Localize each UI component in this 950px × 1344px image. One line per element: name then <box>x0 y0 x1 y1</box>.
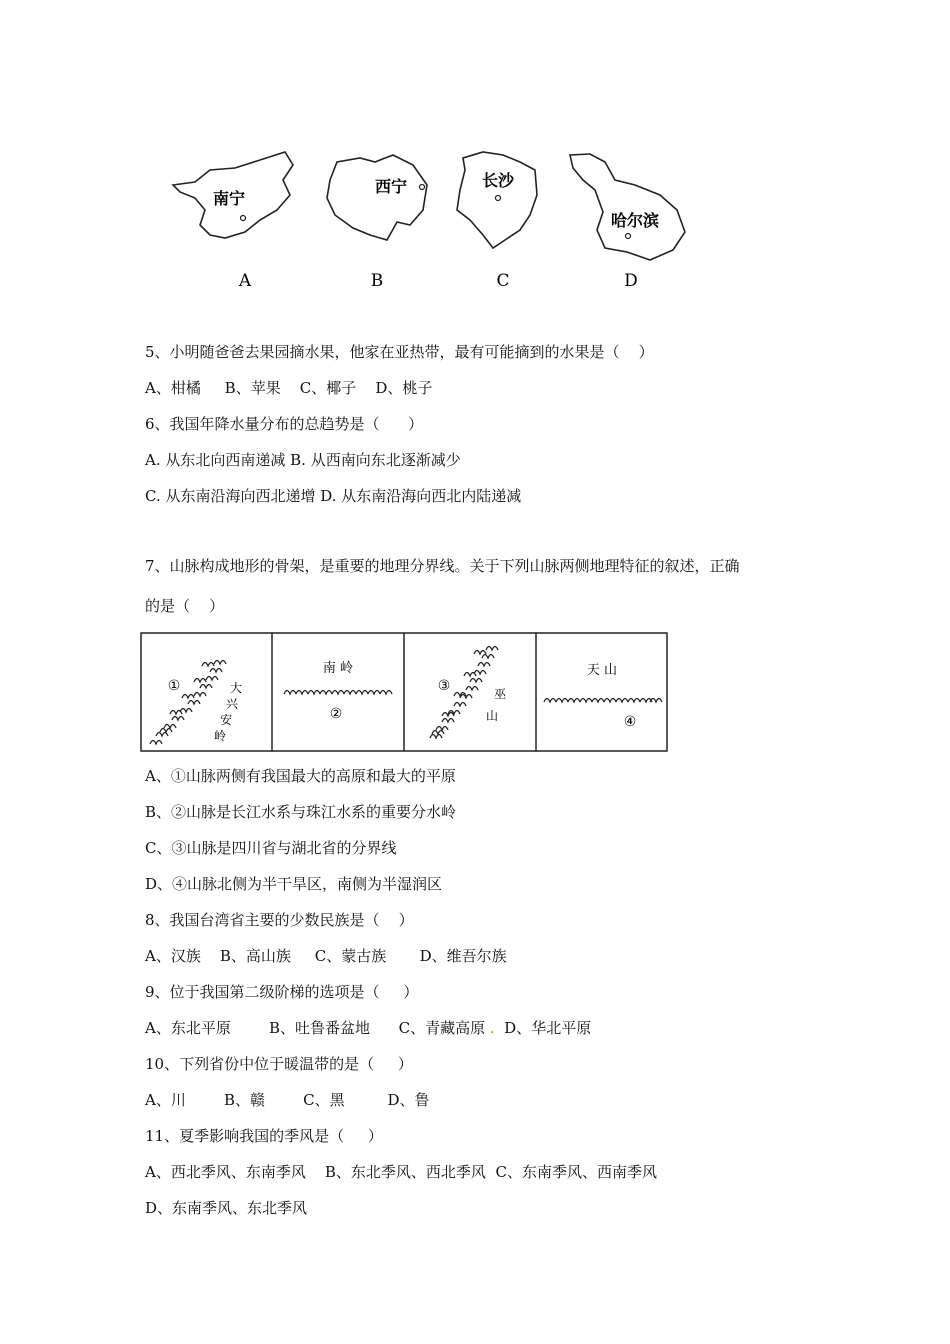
province-map-a-city: 南宁 <box>212 189 246 208</box>
question-11-options-line1: A、西北季风、东南季风 B、东北季风、西北季风 C、东南季风、西南季风 <box>145 1163 657 1181</box>
province-map-d-letter: D <box>624 271 638 291</box>
question-6-options-line2: C. 从东南沿海向西北递增 D. 从东南沿海向西北内陆递减 <box>145 487 522 505</box>
mountain-ranges-figure <box>140 632 670 754</box>
province-map-d <box>570 154 685 291</box>
mountain-panel-2-name: 南 岭 <box>322 661 354 676</box>
province-map-b <box>327 155 427 291</box>
mountain-panel-3 <box>430 647 506 739</box>
question-10-stem: 10、下列省份中位于暖温带的是（ ） <box>145 1055 413 1073</box>
question-7-stem-line2: 的是（ ） <box>145 597 225 615</box>
province-map-b-city: 西宁 <box>374 177 408 196</box>
mountain-panel-1-name-char-1: 大 <box>229 681 243 695</box>
mountain-panel-1-name-char-3: 安 <box>219 713 233 727</box>
question-7-option-d: D、④山脉北侧为半干旱区，南侧为半湿润区 <box>145 875 443 893</box>
mountain-panel-1-name-char-2: 兴 <box>225 697 239 711</box>
mountain-panel-1 <box>150 661 242 745</box>
province-map-b-letter: B <box>370 271 384 291</box>
province-maps-figure <box>165 140 705 300</box>
question-9-dot: . <box>489 1019 495 1037</box>
question-6-options-line1: A. 从东北向西南递减 B. 从西南向东北逐渐减少 <box>145 451 461 469</box>
province-map-a <box>173 152 293 291</box>
question-5-stem: 5、小明随爸爸去果园摘水果，他家在亚热带，最有可能摘到的水果是（ ） <box>145 343 654 361</box>
province-map-c <box>457 152 537 291</box>
province-map-c-city: 长沙 <box>481 171 515 190</box>
question-9-options-part1: A、东北平原 B、吐鲁番盆地 C、青藏高原 <box>145 1019 490 1037</box>
question-10-options: A、川 B、赣 C、黑 D、鲁 <box>145 1091 430 1109</box>
province-map-a-letter: A <box>238 271 252 291</box>
question-7-stem-line1: 7、山脉构成地形的骨架，是重要的地理分界线。关于下列山脉两侧地理特征的叙述，正确 <box>145 557 740 575</box>
question-9-options <box>145 1018 591 1038</box>
question-11-stem: 11、夏季影响我国的季风是（ ） <box>145 1127 383 1145</box>
question-7-option-c: C、③山脉是四川省与湖北省的分界线 <box>145 839 397 857</box>
question-9-stem: 9、位于我国第二级阶梯的选项是（ ） <box>145 983 419 1001</box>
mountain-panel-2-number: ② <box>329 706 343 722</box>
question-8-stem: 8、我国台湾省主要的少数民族是（ ） <box>145 911 414 929</box>
province-map-c-letter: C <box>496 271 510 291</box>
question-5-options: A、柑橘 B、苹果 C、椰子 D、桃子 <box>145 379 433 397</box>
mountain-panel-3-name-char-1: 巫 <box>493 687 507 701</box>
question-11-options-line2: D、东南季风、东北季风 <box>145 1199 308 1217</box>
mountain-panel-1-name-char-4: 岭 <box>213 729 227 743</box>
mountain-panel-3-number: ③ <box>437 678 451 694</box>
mountain-panel-4-number: ④ <box>623 714 637 730</box>
question-7-option-b: B、②山脉是长江水系与珠江水系的重要分水岭 <box>145 803 457 821</box>
mountain-panel-2 <box>284 660 392 722</box>
question-6-stem: 6、我国年降水量分布的总趋势是（ ） <box>145 415 424 433</box>
province-map-d-city: 哈尔滨 <box>610 211 660 230</box>
question-7-option-a: A、①山脉两侧有我国最大的高原和最大的平原 <box>145 767 456 785</box>
question-8-options: A、汉族 B、高山族 C、蒙古族 D、维吾尔族 <box>145 947 507 965</box>
mountain-panel-3-name-char-2: 山 <box>485 709 499 723</box>
question-9-options-part2: D、华北平原 <box>494 1019 592 1037</box>
mountain-panel-1-number: ① <box>167 678 181 694</box>
mountain-panel-4 <box>544 663 662 730</box>
mountain-panel-4-name: 天 山 <box>586 663 618 678</box>
